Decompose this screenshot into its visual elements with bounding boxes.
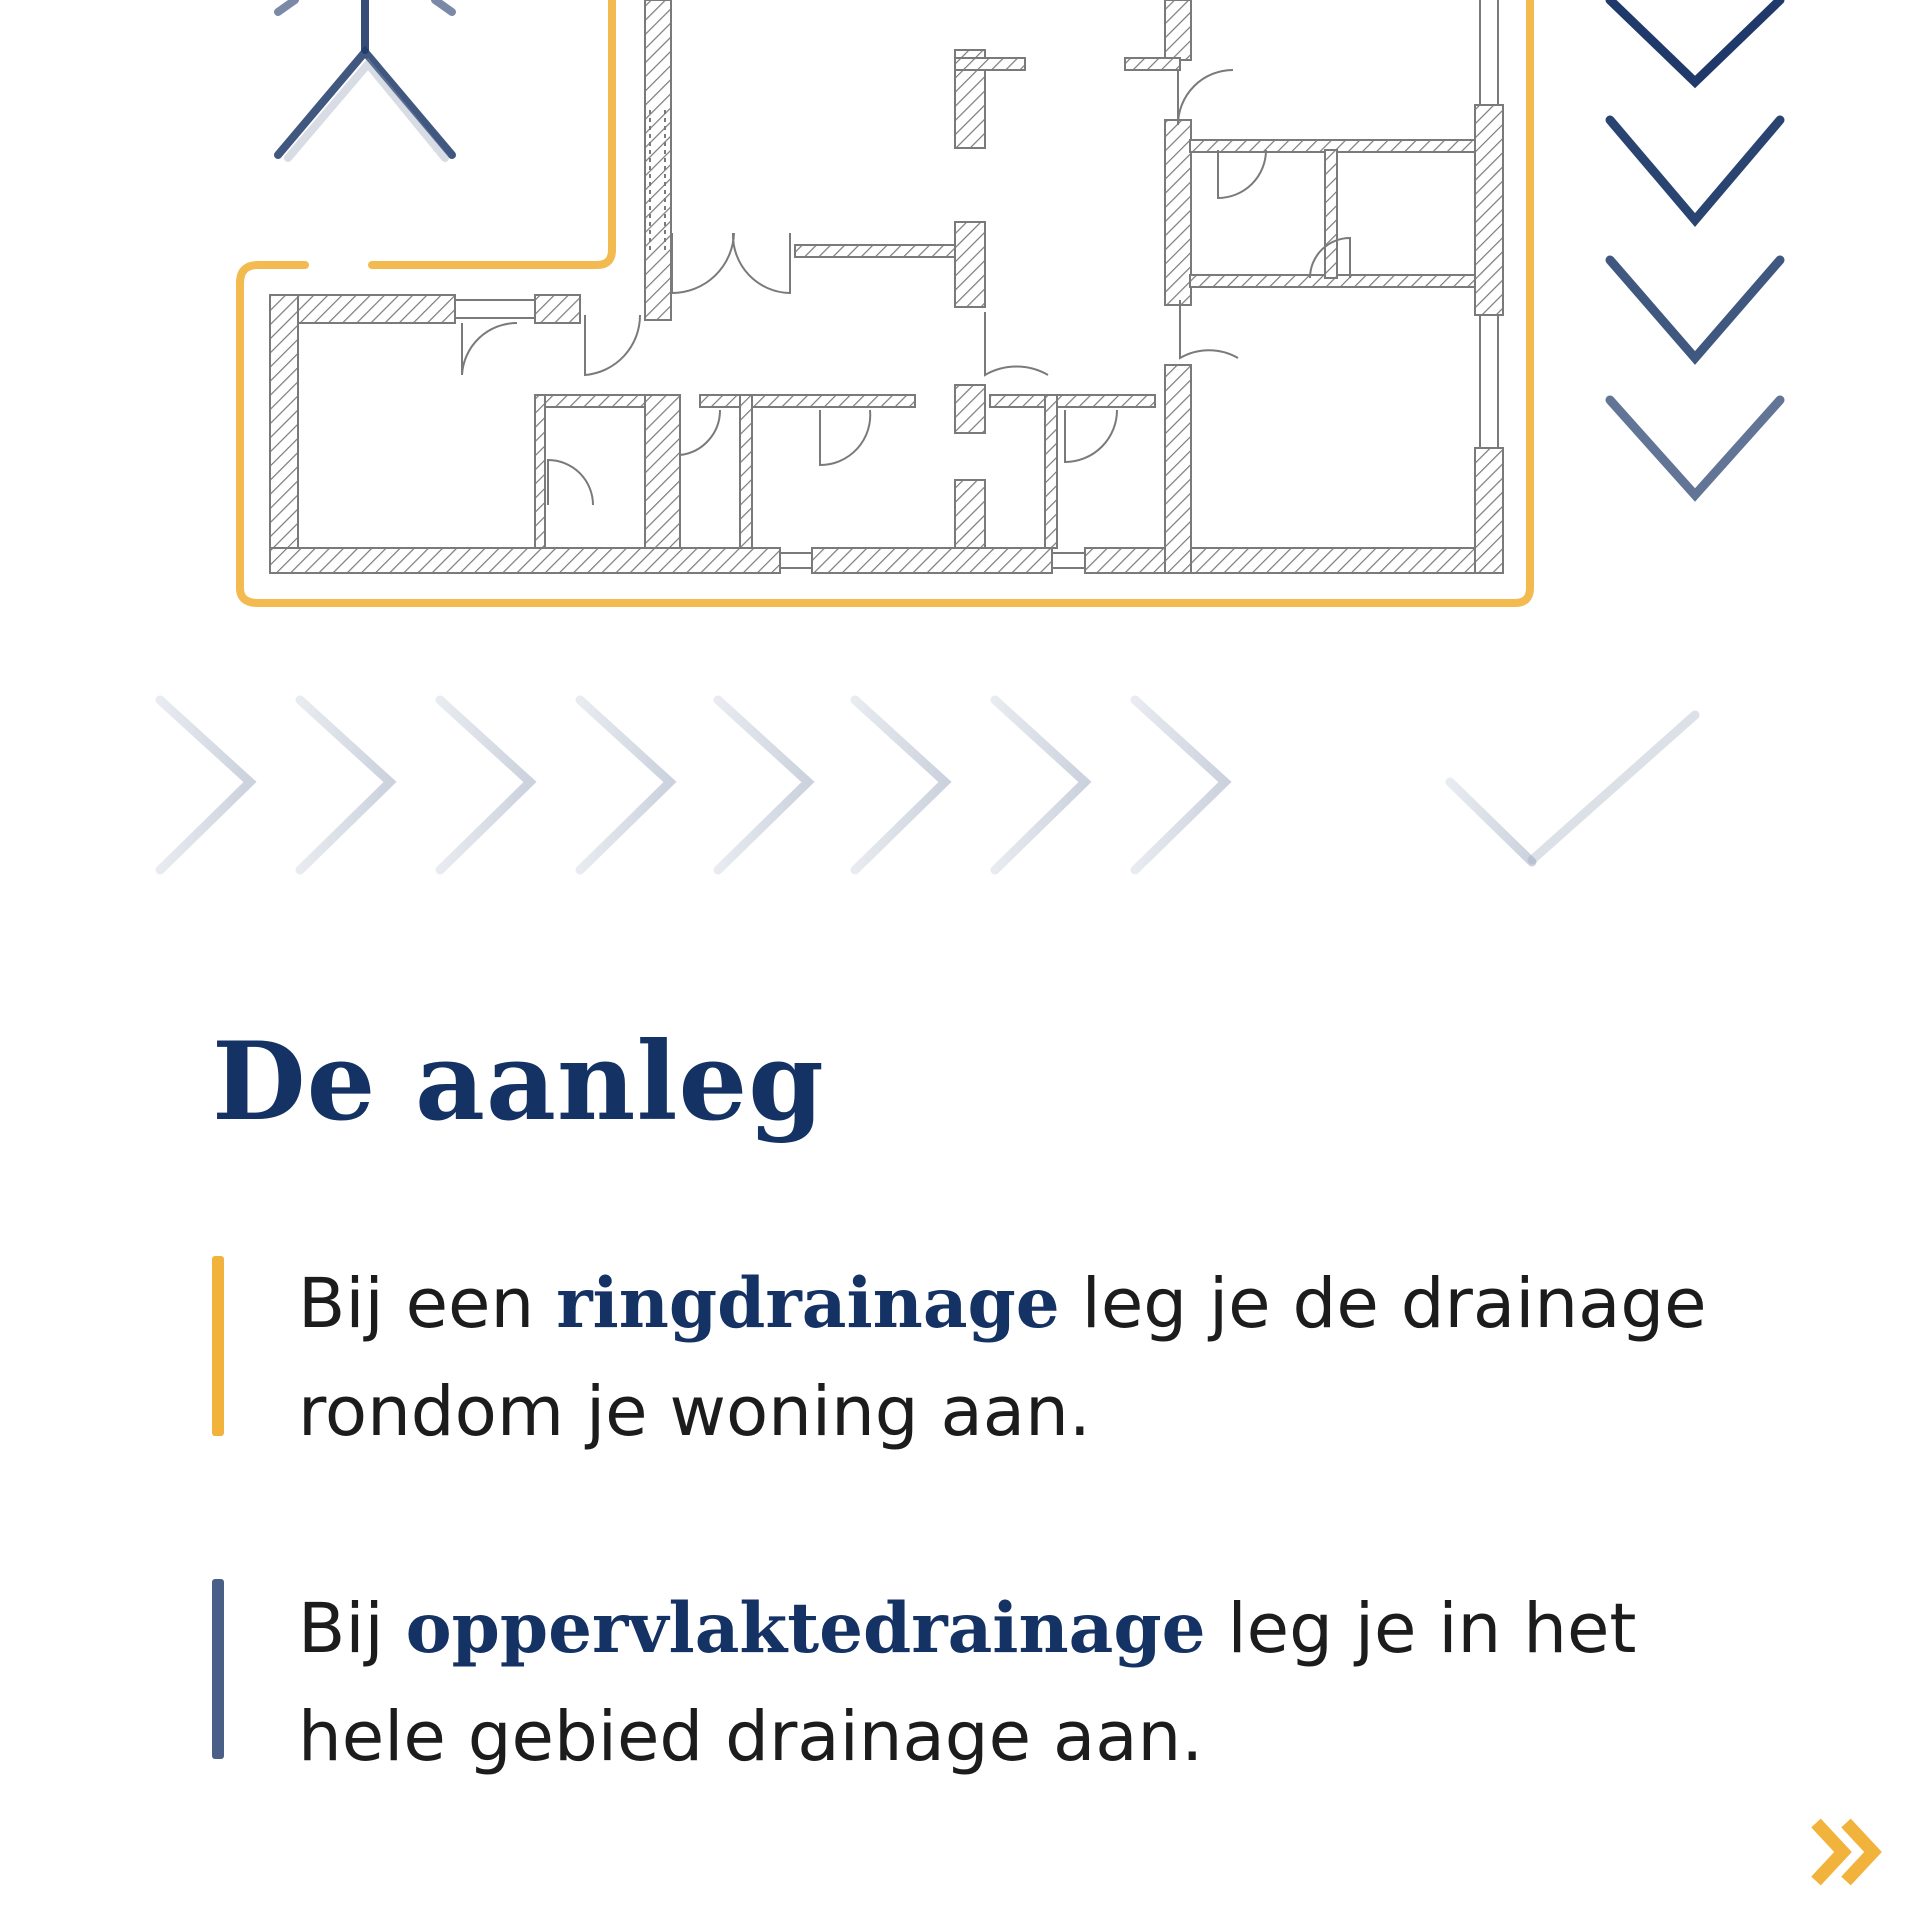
drain-branch-bottom	[160, 700, 1532, 870]
double-chevron-right-icon[interactable]	[1810, 1815, 1884, 1889]
surface-drainage-text: Bij oppervlaktedrainage leg je in het hele gebied drainage aan.	[298, 1588, 1637, 1777]
drainage-floorplan-diagram	[0, 0, 1920, 960]
surface-drainage-term: oppervlaktedrainage	[405, 1588, 1206, 1669]
floor-plan	[270, 0, 1503, 573]
ring-drainage-item	[212, 1250, 1772, 1465]
accent-bar-navy	[212, 1579, 224, 1759]
ring-drainage-text: Bij een ringdrainage leg je de drainage rondom je woning aan.	[298, 1263, 1707, 1452]
drain-branch-top-left	[278, 0, 452, 158]
surface-drainage-item	[212, 1575, 1772, 1790]
accent-bar-orange	[212, 1256, 224, 1436]
ring-drainage-term: ringdrainage	[556, 1263, 1060, 1344]
drain-branch-right	[1532, 0, 1780, 860]
page-title: De aanleg	[212, 1019, 825, 1145]
